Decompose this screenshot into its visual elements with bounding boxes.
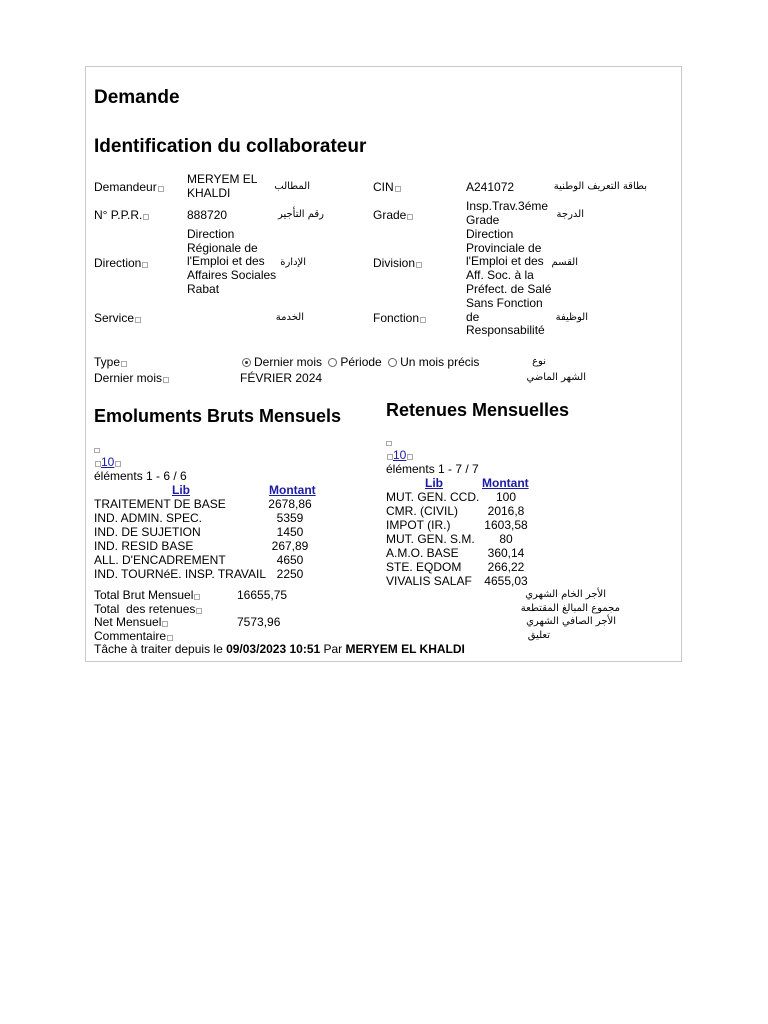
direction-value: Direction Régionale de l'Emploi et des Affaires Sociales Rabat bbox=[187, 227, 277, 296]
type-label: Type bbox=[94, 355, 127, 369]
grade-label: Grade bbox=[373, 208, 413, 222]
help-icon bbox=[420, 317, 426, 323]
division-label-ar: القسم bbox=[551, 257, 578, 268]
demandeur-label: Demandeur bbox=[94, 180, 164, 194]
direction-label: Direction bbox=[94, 256, 148, 270]
radio-icon[interactable] bbox=[388, 358, 397, 367]
help-icon bbox=[194, 594, 200, 600]
service-label-ar: الخدمة bbox=[275, 312, 304, 323]
emoluments-page-size[interactable]: 10 bbox=[94, 455, 121, 469]
grade-label-ar: الدرجة bbox=[556, 209, 584, 220]
dropdown-icon bbox=[115, 461, 121, 467]
net-mensuel-value: 7573,96 bbox=[237, 615, 281, 629]
radio-icon[interactable] bbox=[328, 358, 337, 367]
cin-value: A241072 bbox=[466, 180, 515, 194]
row-lib: VIVALIS SALAF bbox=[386, 574, 472, 588]
table-row bbox=[94, 567, 316, 581]
help-icon bbox=[407, 214, 413, 220]
retenues-header-lib[interactable]: Lib bbox=[425, 476, 443, 490]
demandeur-value: MERYEM EL KHALDI bbox=[187, 172, 258, 200]
row-lib: MUT. GEN. CCD. bbox=[386, 490, 480, 504]
emoluments-header-lib[interactable]: Lib bbox=[172, 483, 190, 497]
division-value: Direction Provinciale de l'Emploi et des Aff. Soc. à la Préfect. de Salé bbox=[466, 227, 552, 296]
retenues-header-montant[interactable]: Montant bbox=[482, 476, 529, 490]
row-montant: 4655,03 bbox=[484, 574, 528, 588]
table-row bbox=[94, 511, 316, 525]
row-montant: 1603,58 bbox=[484, 518, 528, 532]
help-icon bbox=[416, 262, 422, 268]
table-row bbox=[386, 574, 528, 588]
type-option-periode[interactable]: Période bbox=[328, 355, 381, 369]
cin-label: CIN bbox=[373, 180, 401, 194]
demandeur-label-ar: المطالب bbox=[274, 181, 310, 192]
service-label: Service bbox=[94, 311, 141, 325]
task-footer: Tâche à traiter depuis le 09/03/2023 10:51 Par MERYEM EL KHALDI bbox=[94, 642, 465, 656]
grade-value: Insp.Trav.3éme Grade bbox=[466, 199, 549, 227]
table-row bbox=[386, 560, 524, 574]
row-montant: 360,14 bbox=[487, 546, 525, 560]
row-montant: 4650 bbox=[276, 553, 304, 567]
section-title-retenues: Retenues Mensuelles bbox=[386, 400, 570, 420]
retenues-count: éléments 1 - 7 / 7 bbox=[386, 462, 479, 476]
row-lib: MUT. GEN. S.M. bbox=[386, 532, 475, 546]
total-brut-label: Total Brut Mensuel bbox=[94, 588, 200, 602]
fonction-label-ar: الوظيفة bbox=[555, 312, 588, 323]
dropdown-icon bbox=[407, 454, 413, 460]
net-mensuel-label-ar: الأجر الصافي الشهري bbox=[526, 616, 616, 627]
ppr-label-ar: رقم التأجير bbox=[277, 209, 324, 220]
table-row bbox=[386, 518, 528, 532]
direction-label-ar: الإدارة bbox=[280, 257, 306, 268]
row-lib: IND. ADMIN. SPEC. bbox=[94, 511, 203, 525]
total-retenues-label-ar: مجموع المبالغ المقتطعة bbox=[520, 603, 620, 614]
type-option-un-mois-precis[interactable]: Un mois précis bbox=[388, 355, 479, 369]
task-user: MERYEM EL KHALDI bbox=[345, 642, 465, 656]
ppr-value: 888720 bbox=[187, 208, 228, 222]
row-montant: 5359 bbox=[276, 511, 304, 525]
table-row bbox=[94, 497, 316, 511]
export-icon[interactable] bbox=[386, 441, 392, 446]
help-icon bbox=[135, 317, 141, 323]
row-montant: 266,22 bbox=[487, 560, 525, 574]
export-icon[interactable] bbox=[94, 448, 100, 453]
help-icon bbox=[395, 186, 401, 192]
row-lib: ALL. D'ENCADREMENT bbox=[94, 553, 226, 567]
help-icon bbox=[163, 377, 169, 383]
row-lib: CMR. (CIVIL) bbox=[386, 504, 458, 518]
cin-label-ar: بطاقة التعريف الوطنية bbox=[553, 181, 647, 192]
row-montant: 100 bbox=[495, 490, 517, 504]
row-lib: A.M.O. BASE bbox=[386, 546, 459, 560]
dernier-mois-value: FÉVRIER 2024 bbox=[240, 371, 323, 385]
retenues-table bbox=[386, 490, 546, 588]
fonction-label: Fonction bbox=[373, 311, 426, 325]
row-montant: 1450 bbox=[276, 525, 304, 539]
ppr-label: N° P.P.R. bbox=[94, 208, 149, 222]
row-montant: 2678,86 bbox=[268, 497, 312, 511]
row-montant: 80 bbox=[499, 532, 513, 546]
row-lib: STE. EQDOM bbox=[386, 560, 462, 574]
section-title-identification: Identification du collaborateur bbox=[94, 136, 367, 157]
total-brut-label-ar: الأجر الخام الشهري bbox=[525, 589, 606, 600]
table-row bbox=[386, 490, 524, 504]
help-icon bbox=[158, 186, 164, 192]
net-mensuel-label: Net Mensuel bbox=[94, 615, 168, 629]
type-option-dernier-mois[interactable]: Dernier mois bbox=[242, 355, 322, 369]
help-icon bbox=[196, 608, 202, 614]
row-lib: IND. RESID BASE bbox=[94, 539, 194, 553]
emoluments-count: éléments 1 - 6 / 6 bbox=[94, 469, 187, 483]
row-montant: 2016,8 bbox=[487, 504, 525, 518]
total-brut-value: 16655,75 bbox=[237, 588, 288, 602]
retenues-page-size[interactable]: 10 bbox=[386, 448, 413, 462]
division-label: Division bbox=[373, 256, 422, 270]
table-row bbox=[386, 532, 524, 546]
table-row bbox=[386, 504, 524, 518]
type-label-ar: نوع bbox=[532, 356, 546, 367]
emoluments-table bbox=[94, 497, 334, 581]
section-title-emoluments: Emoluments Bruts Mensuels bbox=[94, 406, 342, 426]
total-retenues-label: Total des retenues bbox=[94, 602, 202, 616]
row-lib: IND. DE SUJETION bbox=[94, 525, 201, 539]
emoluments-header-montant[interactable]: Montant bbox=[269, 483, 316, 497]
table-row bbox=[94, 525, 316, 539]
help-icon bbox=[121, 361, 127, 367]
help-icon bbox=[167, 635, 173, 641]
fonction-value: Sans Fonction de Responsabilité bbox=[466, 296, 545, 338]
page-title: Demande bbox=[94, 87, 180, 108]
commentaire-label: Commentaire bbox=[94, 629, 173, 643]
table-row bbox=[94, 539, 316, 553]
table-row bbox=[94, 553, 316, 567]
dernier-mois-label-ar: الشهر الماضي bbox=[526, 372, 586, 383]
help-icon bbox=[162, 621, 168, 627]
help-icon bbox=[143, 214, 149, 220]
type-radio-group bbox=[242, 355, 482, 369]
table-row bbox=[386, 546, 524, 560]
task-date: 09/03/2023 10:51 bbox=[226, 642, 321, 656]
radio-selected-icon[interactable] bbox=[242, 358, 251, 367]
row-montant: 267,89 bbox=[271, 539, 309, 553]
row-lib: IMPOT (IR.) bbox=[386, 518, 451, 532]
row-montant: 2250 bbox=[276, 567, 304, 581]
help-icon bbox=[142, 262, 148, 268]
dernier-mois-label: Dernier mois bbox=[94, 371, 169, 385]
row-lib: TRAITEMENT DE BASE bbox=[94, 497, 226, 511]
row-lib: IND. TOURNéE. INSP. TRAVAIL bbox=[94, 567, 267, 581]
commentaire-label-ar: تعليق bbox=[527, 630, 550, 641]
